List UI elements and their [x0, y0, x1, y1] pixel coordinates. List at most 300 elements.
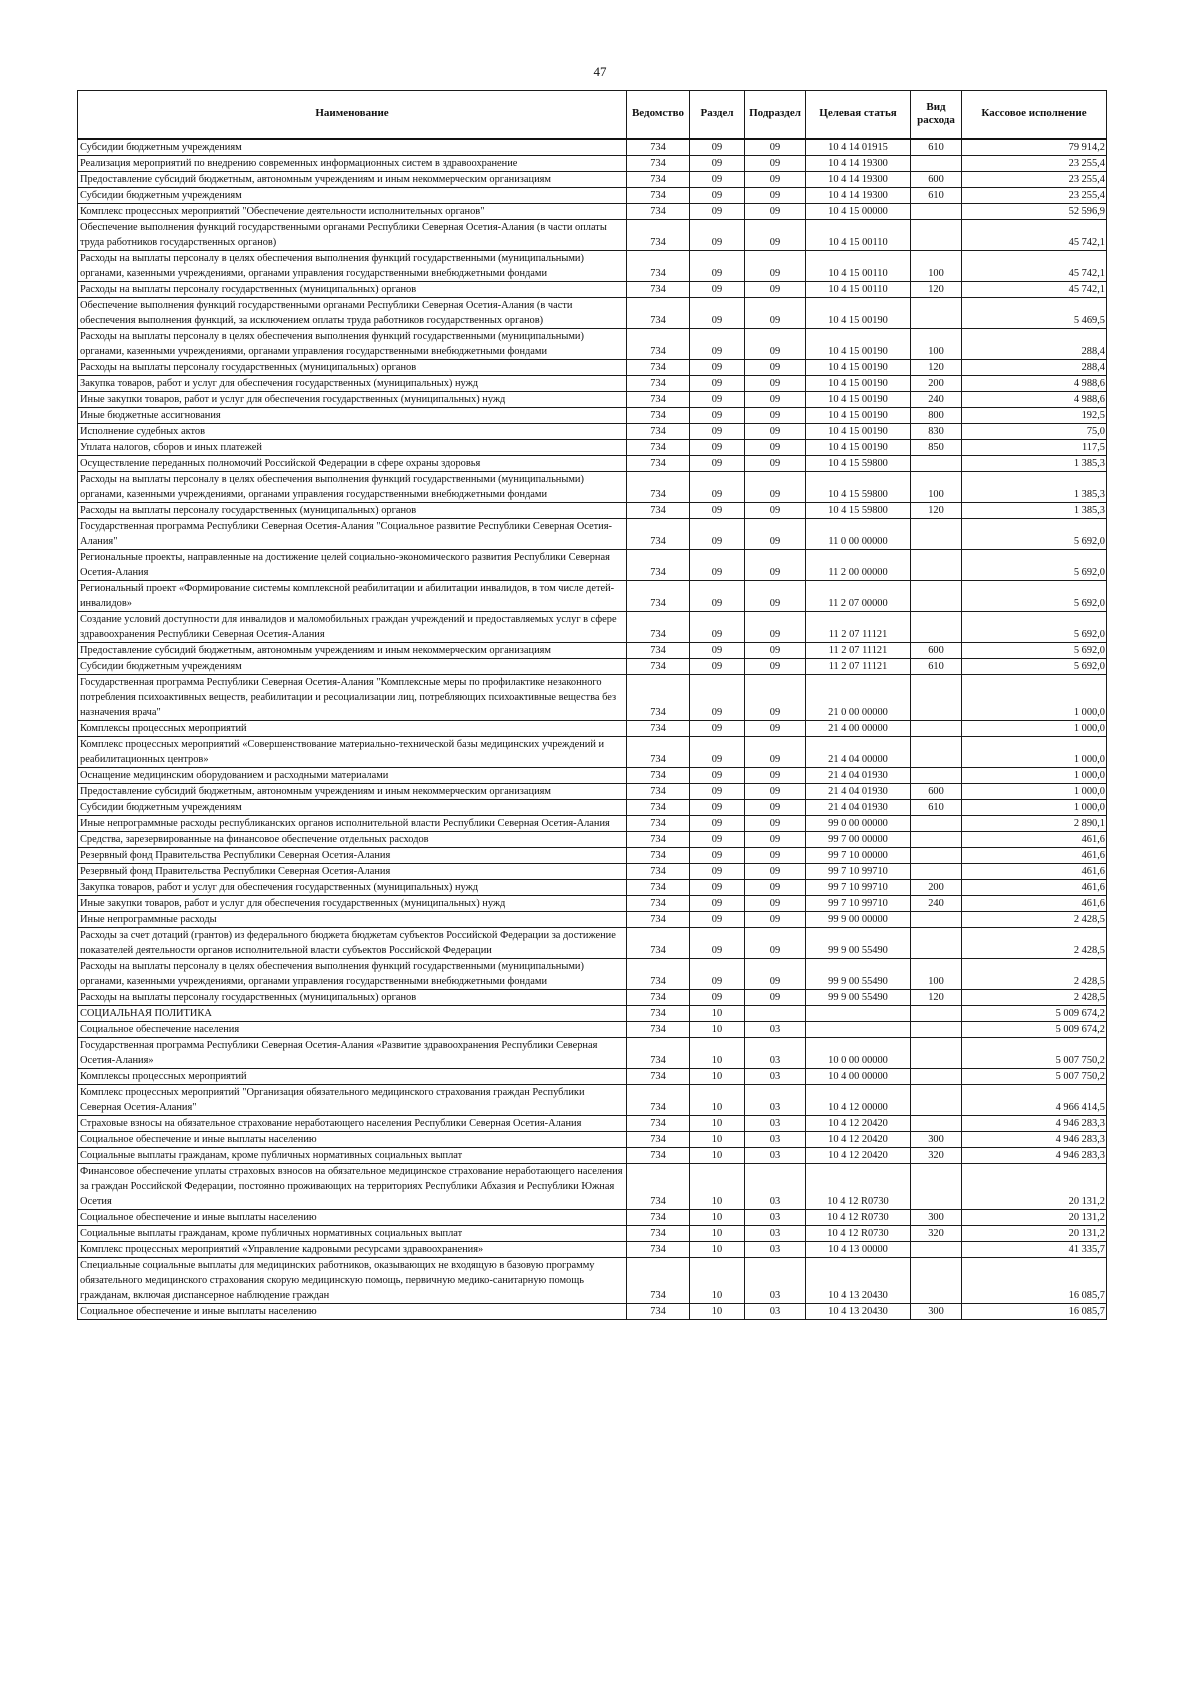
cell-expense-type: 120 [911, 359, 962, 375]
cell-target-article: 21 0 00 00000 [806, 674, 911, 720]
cell-expense-type [911, 831, 962, 847]
cell-name: Субсидии бюджетным учреждениям [78, 658, 627, 674]
cell-subsection: 09 [745, 328, 806, 359]
cell-cash-execution: 1 385,3 [962, 502, 1107, 518]
cell-expense-type [911, 1005, 962, 1021]
cell-section: 10 [690, 1068, 745, 1084]
cell-target-article: 99 7 10 00000 [806, 847, 911, 863]
cell-expense-type: 100 [911, 328, 962, 359]
cell-expense-type: 610 [911, 187, 962, 203]
cell-department: 734 [627, 375, 690, 391]
cell-department: 734 [627, 642, 690, 658]
table-row [78, 642, 1107, 658]
cell-target-article: 10 4 15 59800 [806, 502, 911, 518]
cell-section: 10 [690, 1131, 745, 1147]
cell-target-article: 10 4 15 00190 [806, 297, 911, 328]
cell-target-article: 10 4 15 00110 [806, 250, 911, 281]
cell-department: 734 [627, 518, 690, 549]
page-number: 47 [593, 64, 607, 79]
table-row [78, 471, 1107, 502]
cell-expense-type [911, 1257, 962, 1303]
cell-subsection: 09 [745, 958, 806, 989]
cell-cash-execution: 461,6 [962, 847, 1107, 863]
cell-target-article: 10 4 14 19300 [806, 155, 911, 171]
cell-section: 09 [690, 171, 745, 187]
cell-name: Создание условий доступности для инвалидов и маломобильных граждан учреждений и предоставляемых услуг в сфере здравоохранения Республики Северная Осетия-Алания [78, 611, 627, 642]
header-department: Ведомство [627, 91, 690, 139]
cell-name: Комплекс процессных мероприятий «Управление кадровыми ресурсами здравоохранения» [78, 1241, 627, 1257]
cell-expense-type [911, 219, 962, 250]
cell-department: 734 [627, 799, 690, 815]
cell-section: 09 [690, 407, 745, 423]
cell-department: 734 [627, 219, 690, 250]
cell-subsection [745, 1005, 806, 1021]
cell-target-article: 21 4 04 01930 [806, 767, 911, 783]
cell-section: 09 [690, 783, 745, 799]
table-row [78, 767, 1107, 783]
cell-section: 09 [690, 831, 745, 847]
cell-cash-execution: 1 385,3 [962, 455, 1107, 471]
cell-subsection: 03 [745, 1068, 806, 1084]
table-row [78, 1068, 1107, 1084]
cell-expense-type [911, 1068, 962, 1084]
cell-subsection: 03 [745, 1037, 806, 1068]
cell-section: 10 [690, 1115, 745, 1131]
cell-section: 09 [690, 297, 745, 328]
cell-subsection: 03 [745, 1209, 806, 1225]
cell-subsection: 09 [745, 580, 806, 611]
cell-expense-type [911, 297, 962, 328]
cell-subsection: 03 [745, 1241, 806, 1257]
cell-department: 734 [627, 423, 690, 439]
cell-section: 09 [690, 375, 745, 391]
table-row [78, 863, 1107, 879]
cell-department: 734 [627, 139, 690, 156]
cell-subsection: 09 [745, 455, 806, 471]
cell-expense-type [911, 580, 962, 611]
cell-section: 09 [690, 359, 745, 375]
cell-name: Субсидии бюджетным учреждениям [78, 799, 627, 815]
cell-expense-type [911, 203, 962, 219]
cell-name: Предоставление субсидий бюджетным, автономным учреждениям и иным некоммерческим организациям [78, 642, 627, 658]
cell-department: 734 [627, 1005, 690, 1021]
budget-table [77, 90, 1107, 1320]
cell-cash-execution: 461,6 [962, 831, 1107, 847]
cell-subsection: 09 [745, 674, 806, 720]
cell-expense-type [911, 1037, 962, 1068]
cell-subsection: 09 [745, 989, 806, 1005]
cell-expense-type: 200 [911, 375, 962, 391]
cell-target-article: 10 4 12 20420 [806, 1131, 911, 1147]
cell-expense-type: 120 [911, 281, 962, 297]
cell-subsection: 09 [745, 767, 806, 783]
table-row [78, 1303, 1107, 1319]
cell-department: 734 [627, 1068, 690, 1084]
cell-subsection: 09 [745, 518, 806, 549]
cell-name: Социальные выплаты гражданам, кроме публичных нормативных социальных выплат [78, 1225, 627, 1241]
table-row [78, 1037, 1107, 1068]
cell-subsection: 09 [745, 549, 806, 580]
cell-cash-execution: 2 890,1 [962, 815, 1107, 831]
cell-target-article: 21 4 04 01930 [806, 783, 911, 799]
cell-section: 09 [690, 989, 745, 1005]
header-expense-type: Вид расхода [911, 91, 962, 139]
cell-expense-type [911, 1021, 962, 1037]
table-row [78, 799, 1107, 815]
cell-subsection: 03 [745, 1257, 806, 1303]
cell-name: Предоставление субсидий бюджетным, автономным учреждениям и иным некоммерческим организациям [78, 171, 627, 187]
table-row [78, 720, 1107, 736]
cell-target-article: 99 7 10 99710 [806, 879, 911, 895]
table-header [78, 91, 1107, 139]
cell-target-article: 21 4 04 01930 [806, 799, 911, 815]
cell-target-article: 99 0 00 00000 [806, 815, 911, 831]
cell-expense-type: 240 [911, 895, 962, 911]
cell-section: 09 [690, 863, 745, 879]
cell-expense-type [911, 518, 962, 549]
cell-department: 734 [627, 611, 690, 642]
cell-name: Комплекс процессных мероприятий "Организация обязательного медицинского страхования граждан Республики Северная Осетия-Алания" [78, 1084, 627, 1115]
table-row [78, 281, 1107, 297]
header-subsection: Подраздел [745, 91, 806, 139]
cell-subsection: 09 [745, 799, 806, 815]
cell-subsection: 09 [745, 203, 806, 219]
cell-department: 734 [627, 407, 690, 423]
table-row [78, 518, 1107, 549]
cell-department: 734 [627, 439, 690, 455]
cell-expense-type: 100 [911, 471, 962, 502]
cell-subsection: 09 [745, 502, 806, 518]
cell-subsection: 09 [745, 815, 806, 831]
cell-target-article: 10 4 00 00000 [806, 1068, 911, 1084]
cell-department: 734 [627, 958, 690, 989]
cell-subsection: 03 [745, 1225, 806, 1241]
cell-section: 09 [690, 139, 745, 156]
cell-subsection: 09 [745, 720, 806, 736]
cell-name: Государственная программа Республики Северная Осетия-Алания "Комплексные меры по профилактике незаконного потребления психоактивных веществ, реабилитации и ресоциализации лиц, потребляющих психоактивные вещества без назначения врача" [78, 674, 627, 720]
cell-name: Комплекс процессных мероприятий «Совершенствование материально-технической базы медицинских учреждений и реабилитационных центров» [78, 736, 627, 767]
cell-cash-execution: 75,0 [962, 423, 1107, 439]
cell-cash-execution: 4 946 283,3 [962, 1147, 1107, 1163]
cell-expense-type: 200 [911, 879, 962, 895]
cell-expense-type: 320 [911, 1225, 962, 1241]
cell-target-article: 10 4 15 00190 [806, 375, 911, 391]
cell-section: 09 [690, 549, 745, 580]
cell-department: 734 [627, 187, 690, 203]
cell-target-article: 10 4 13 20430 [806, 1257, 911, 1303]
cell-cash-execution: 16 085,7 [962, 1257, 1107, 1303]
cell-expense-type: 100 [911, 250, 962, 281]
header-row [78, 91, 1107, 139]
cell-subsection: 09 [745, 139, 806, 156]
table-row [78, 375, 1107, 391]
cell-target-article: 10 4 15 00190 [806, 359, 911, 375]
cell-name: Предоставление субсидий бюджетным, автономным учреждениям и иным некоммерческим организациям [78, 783, 627, 799]
cell-cash-execution: 5 009 674,2 [962, 1005, 1107, 1021]
table-row [78, 1241, 1107, 1257]
cell-expense-type: 610 [911, 799, 962, 815]
cell-cash-execution: 5 009 674,2 [962, 1021, 1107, 1037]
cell-section: 09 [690, 658, 745, 674]
cell-section: 09 [690, 328, 745, 359]
cell-section: 09 [690, 250, 745, 281]
cell-target-article: 10 4 15 00190 [806, 439, 911, 455]
table-row [78, 423, 1107, 439]
cell-cash-execution: 4 988,6 [962, 375, 1107, 391]
cell-expense-type: 600 [911, 171, 962, 187]
cell-expense-type: 800 [911, 407, 962, 423]
cell-name: Иные закупки товаров, работ и услуг для обеспечения государственных (муниципальных) нужд [78, 895, 627, 911]
cell-section: 10 [690, 1005, 745, 1021]
cell-expense-type: 600 [911, 642, 962, 658]
cell-section: 09 [690, 847, 745, 863]
cell-target-article: 10 4 14 01915 [806, 139, 911, 156]
cell-subsection: 03 [745, 1163, 806, 1209]
cell-name: Иные непрограммные расходы [78, 911, 627, 927]
cell-target-article: 10 4 15 00110 [806, 281, 911, 297]
cell-section: 09 [690, 611, 745, 642]
cell-target-article [806, 1021, 911, 1037]
cell-name: Региональный проект «Формирование системы комплексной реабилитации и абилитации инвалидов, в том числе детей-инвалидов» [78, 580, 627, 611]
cell-cash-execution: 4 946 283,3 [962, 1131, 1107, 1147]
cell-target-article: 11 2 07 11121 [806, 658, 911, 674]
cell-cash-execution: 5 692,0 [962, 658, 1107, 674]
cell-section: 10 [690, 1084, 745, 1115]
cell-department: 734 [627, 1241, 690, 1257]
table-row [78, 328, 1107, 359]
cell-department: 734 [627, 359, 690, 375]
cell-section: 09 [690, 423, 745, 439]
cell-target-article: 11 2 07 11121 [806, 642, 911, 658]
cell-cash-execution: 2 428,5 [962, 927, 1107, 958]
table-row [78, 455, 1107, 471]
cell-target-article: 10 4 12 20420 [806, 1147, 911, 1163]
cell-expense-type: 320 [911, 1147, 962, 1163]
cell-department: 734 [627, 1147, 690, 1163]
cell-cash-execution: 5 007 750,2 [962, 1037, 1107, 1068]
cell-expense-type: 610 [911, 139, 962, 156]
cell-expense-type: 120 [911, 502, 962, 518]
cell-section: 09 [690, 642, 745, 658]
cell-cash-execution: 5 692,0 [962, 549, 1107, 580]
cell-section: 09 [690, 879, 745, 895]
cell-name: Социальное обеспечение и иные выплаты населению [78, 1209, 627, 1225]
cell-expense-type: 300 [911, 1209, 962, 1225]
header-section: Раздел [690, 91, 745, 139]
cell-name: Социальное обеспечение населения [78, 1021, 627, 1037]
cell-department: 734 [627, 879, 690, 895]
cell-name: Расходы на выплаты персоналу государственных (муниципальных) органов [78, 989, 627, 1005]
cell-cash-execution: 5 692,0 [962, 642, 1107, 658]
cell-subsection: 09 [745, 375, 806, 391]
cell-expense-type: 610 [911, 658, 962, 674]
cell-name: Уплата налогов, сборов и иных платежей [78, 439, 627, 455]
cell-cash-execution: 288,4 [962, 328, 1107, 359]
cell-target-article: 10 0 00 00000 [806, 1037, 911, 1068]
cell-section: 09 [690, 439, 745, 455]
cell-cash-execution: 5 692,0 [962, 611, 1107, 642]
cell-department: 734 [627, 391, 690, 407]
cell-expense-type: 240 [911, 391, 962, 407]
cell-subsection: 09 [745, 736, 806, 767]
cell-expense-type: 850 [911, 439, 962, 455]
table-row [78, 911, 1107, 927]
cell-section: 09 [690, 518, 745, 549]
cell-target-article: 99 9 00 55490 [806, 958, 911, 989]
cell-section: 09 [690, 958, 745, 989]
cell-expense-type: 300 [911, 1131, 962, 1147]
cell-subsection: 09 [745, 155, 806, 171]
cell-expense-type [911, 1241, 962, 1257]
cell-name: Комплексы процессных мероприятий [78, 720, 627, 736]
cell-target-article: 10 4 15 00190 [806, 328, 911, 359]
table-row [78, 407, 1107, 423]
cell-name: Реализация мероприятий по внедрению современных информационных систем в здравоохранение [78, 155, 627, 171]
cell-department: 734 [627, 549, 690, 580]
cell-section: 09 [690, 815, 745, 831]
cell-section: 09 [690, 674, 745, 720]
cell-expense-type [911, 847, 962, 863]
cell-cash-execution: 1 000,0 [962, 736, 1107, 767]
cell-target-article: 10 4 13 00000 [806, 1241, 911, 1257]
cell-cash-execution: 4 946 283,3 [962, 1115, 1107, 1131]
cell-subsection: 09 [745, 219, 806, 250]
cell-cash-execution: 23 255,4 [962, 187, 1107, 203]
cell-name: Резервный фонд Правительства Республики Северная Осетия-Алания [78, 847, 627, 863]
cell-subsection: 09 [745, 642, 806, 658]
cell-name: Государственная программа Республики Северная Осетия-Алания «Развитие здравоохранения Республики Северная Осетия-Алания» [78, 1037, 627, 1068]
cell-cash-execution: 5 692,0 [962, 518, 1107, 549]
cell-name: Расходы на выплаты персоналу государственных (муниципальных) органов [78, 359, 627, 375]
cell-name: Резервный фонд Правительства Республики Северная Осетия-Алания [78, 863, 627, 879]
cell-department: 734 [627, 502, 690, 518]
cell-name: Закупка товаров, работ и услуг для обеспечения государственных (муниципальных) нужд [78, 375, 627, 391]
cell-department: 734 [627, 1225, 690, 1241]
table-row [78, 895, 1107, 911]
cell-cash-execution: 192,5 [962, 407, 1107, 423]
cell-name: Расходы на выплаты персоналу в целях обеспечения выполнения функций государственными (муниципальными) органами, казенными учреждениями, органами управления государственными внебюджетными фондами [78, 250, 627, 281]
cell-cash-execution: 41 335,7 [962, 1241, 1107, 1257]
cell-cash-execution: 2 428,5 [962, 958, 1107, 989]
cell-subsection: 09 [745, 783, 806, 799]
cell-department: 734 [627, 455, 690, 471]
table-row [78, 1163, 1107, 1209]
cell-target-article: 99 7 10 99710 [806, 863, 911, 879]
table-row [78, 155, 1107, 171]
cell-name: Социальные выплаты гражданам, кроме публичных нормативных социальных выплат [78, 1147, 627, 1163]
cell-subsection: 09 [745, 171, 806, 187]
cell-expense-type [911, 815, 962, 831]
cell-target-article: 10 4 15 59800 [806, 455, 911, 471]
cell-department: 734 [627, 328, 690, 359]
table-row [78, 1257, 1107, 1303]
cell-name: Расходы на выплаты персоналу в целях обеспечения выполнения функций государственными (муниципальными) органами, казенными учреждениями, органами управления государственными внебюджетными фондами [78, 958, 627, 989]
cell-department: 734 [627, 847, 690, 863]
cell-subsection: 09 [745, 911, 806, 927]
table-row [78, 1131, 1107, 1147]
cell-cash-execution: 461,6 [962, 863, 1107, 879]
cell-section: 10 [690, 1147, 745, 1163]
cell-cash-execution: 79 914,2 [962, 139, 1107, 156]
cell-section: 09 [690, 391, 745, 407]
cell-department: 734 [627, 1021, 690, 1037]
cell-name: Субсидии бюджетным учреждениям [78, 187, 627, 203]
table-row [78, 580, 1107, 611]
cell-section: 10 [690, 1021, 745, 1037]
cell-subsection: 03 [745, 1021, 806, 1037]
cell-name: Иные бюджетные ассигнования [78, 407, 627, 423]
cell-target-article: 99 9 00 00000 [806, 911, 911, 927]
cell-subsection: 09 [745, 250, 806, 281]
table-row [78, 879, 1107, 895]
cell-section: 10 [690, 1241, 745, 1257]
cell-department: 734 [627, 911, 690, 927]
cell-name: Социальное обеспечение и иные выплаты населению [78, 1303, 627, 1319]
cell-expense-type [911, 674, 962, 720]
cell-cash-execution: 20 131,2 [962, 1209, 1107, 1225]
cell-target-article: 10 4 15 00110 [806, 219, 911, 250]
cell-department: 734 [627, 831, 690, 847]
cell-department: 734 [627, 250, 690, 281]
cell-section: 09 [690, 219, 745, 250]
cell-name: СОЦИАЛЬНАЯ ПОЛИТИКА [78, 1005, 627, 1021]
cell-subsection: 09 [745, 927, 806, 958]
cell-target-article: 99 7 10 99710 [806, 895, 911, 911]
table-row [78, 847, 1107, 863]
cell-target-article: 11 2 07 00000 [806, 580, 911, 611]
cell-cash-execution: 5 469,5 [962, 297, 1107, 328]
cell-expense-type [911, 736, 962, 767]
cell-name: Страховые взносы на обязательное страхование неработающего населения Республики Северная Осетия-Алания [78, 1115, 627, 1131]
cell-department: 734 [627, 1163, 690, 1209]
table-row [78, 139, 1107, 156]
cell-section: 10 [690, 1303, 745, 1319]
cell-target-article: 10 4 15 00190 [806, 423, 911, 439]
cell-department: 734 [627, 1131, 690, 1147]
cell-cash-execution: 1 385,3 [962, 471, 1107, 502]
cell-expense-type [911, 455, 962, 471]
cell-department: 734 [627, 1037, 690, 1068]
cell-cash-execution: 1 000,0 [962, 720, 1107, 736]
cell-target-article: 10 4 14 19300 [806, 187, 911, 203]
cell-section: 09 [690, 502, 745, 518]
cell-cash-execution: 461,6 [962, 895, 1107, 911]
cell-target-article: 10 4 15 59800 [806, 471, 911, 502]
cell-name: Закупка товаров, работ и услуг для обеспечения государственных (муниципальных) нужд [78, 879, 627, 895]
cell-subsection: 03 [745, 1147, 806, 1163]
cell-name: Расходы за счет дотаций (грантов) из федерального бюджета бюджетам субъектов Российской Федерации за достижение показателей деятельности органов исполнительной власти субъектов Российской Федерации [78, 927, 627, 958]
cell-cash-execution: 20 131,2 [962, 1163, 1107, 1209]
cell-cash-execution: 461,6 [962, 879, 1107, 895]
cell-expense-type [911, 155, 962, 171]
cell-expense-type: 300 [911, 1303, 962, 1319]
table-row [78, 1225, 1107, 1241]
cell-subsection: 09 [745, 439, 806, 455]
cell-section: 10 [690, 1257, 745, 1303]
cell-target-article: 10 4 15 00190 [806, 391, 911, 407]
table-row [78, 958, 1107, 989]
cell-subsection: 09 [745, 297, 806, 328]
cell-cash-execution: 4 966 414,5 [962, 1084, 1107, 1115]
cell-name: Субсидии бюджетным учреждениям [78, 139, 627, 156]
cell-section: 09 [690, 736, 745, 767]
cell-department: 734 [627, 471, 690, 502]
cell-target-article: 11 2 00 00000 [806, 549, 911, 580]
cell-cash-execution: 45 742,1 [962, 281, 1107, 297]
table-row [78, 831, 1107, 847]
cell-department: 734 [627, 767, 690, 783]
cell-subsection: 09 [745, 359, 806, 375]
